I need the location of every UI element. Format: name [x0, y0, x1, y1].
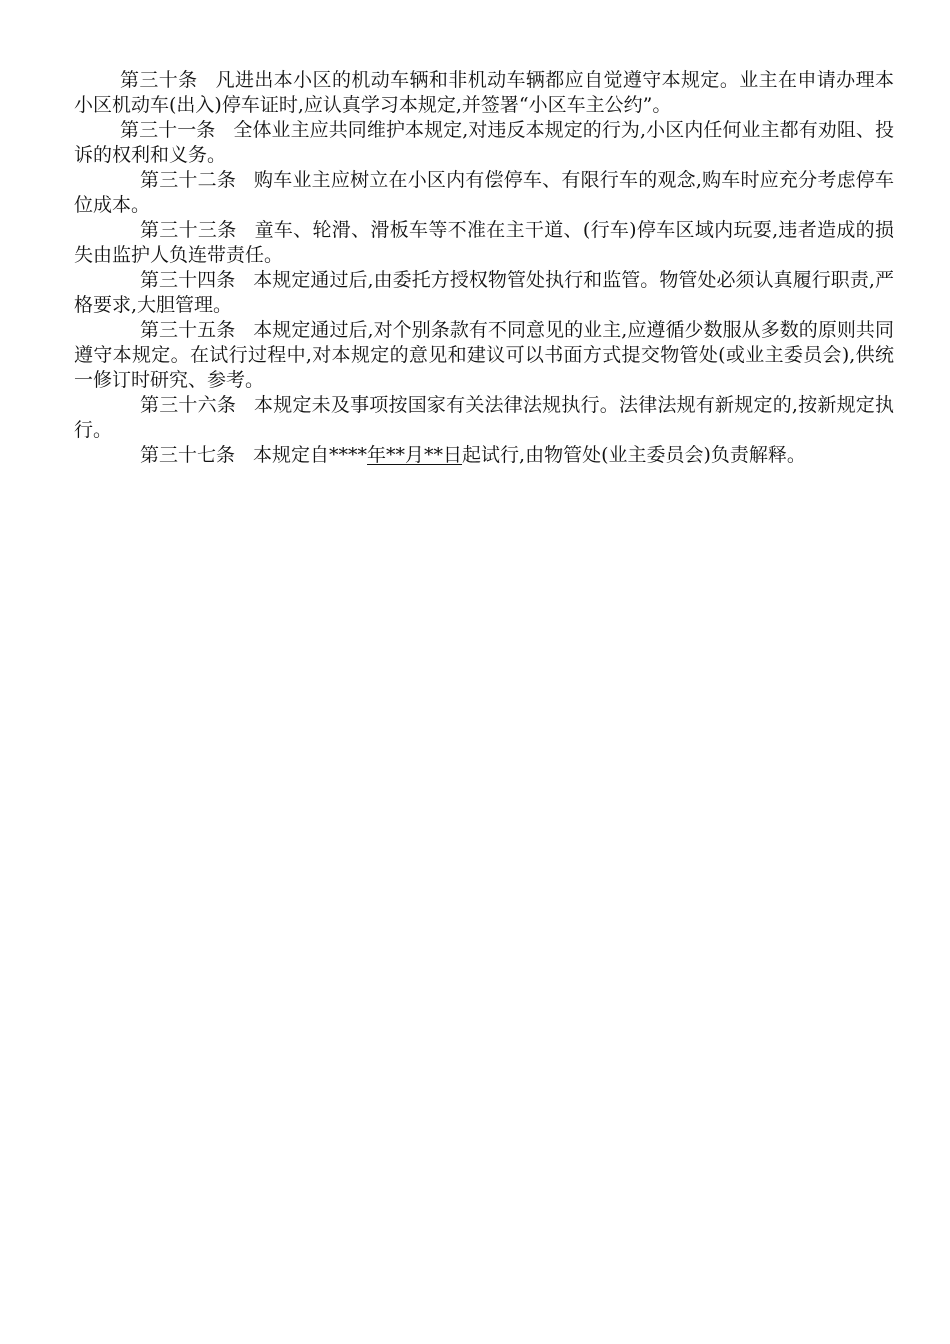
- article-number: 第三十四条: [140, 269, 236, 291]
- article-number: 第三十七条: [140, 444, 236, 466]
- article-text: 本规定通过后,对个别条款有不同意见的业主,应遵循少数服从多数的原则共同遵守本规定。在试行过程中,对本规定的意见和建议可以书面方式提交物管处(或业主委员会),供统一修订时研究、参考。: [74, 319, 894, 391]
- article-number: 第三十六条: [140, 394, 237, 416]
- article-number: 第三十五条: [140, 319, 236, 341]
- document-page: [74, 68, 894, 468]
- article-36: [74, 393, 894, 443]
- article-text-before: 本规定自****: [253, 444, 368, 466]
- article-text: 购车业主应树立在小区内有偿停车、有限行车的观念,购车时应充分考虑停车位成本。: [74, 169, 894, 216]
- article-text: 凡进出本小区的机动车辆和非机动车辆都应自觉遵守本规定。业主在申请办理本小区机动车(出入)停车证时,应认真学习本规定,并签署“小区车主公约”。: [74, 69, 894, 116]
- article-number: 第三十三条: [140, 219, 237, 241]
- article-number: 第三十二条: [140, 169, 237, 191]
- article-text: 本规定未及事项按国家有关法律法规执行。法律法规有新规定的,按新规定执行。: [74, 394, 894, 441]
- article-text: 全体业主应共同维护本规定,对违反本规定的行为,小区内任何业主都有劝阻、投诉的权利和义务。: [74, 119, 894, 166]
- article-text: 本规定通过后,由委托方授权物管处执行和监管。物管处必须认真履行职责,严格要求,大胆管理。: [74, 269, 894, 316]
- article-34: [74, 268, 894, 318]
- article-32: [74, 168, 894, 218]
- effective-date-underlined: 年**月**日: [367, 444, 463, 466]
- article-33: [74, 218, 894, 268]
- article-number: 第三十条: [120, 69, 198, 91]
- article-31: [74, 118, 894, 168]
- article-35: [74, 318, 894, 393]
- article-number: 第三十一条: [120, 119, 216, 141]
- article-text-after: 起试行,由物管处(业主委员会)负责解释。: [462, 444, 806, 466]
- article-text: 童车、轮滑、滑板车等不准在主干道、(行车)停车区域内玩耍,违者造成的损失由监护人负连带责任。: [74, 219, 894, 266]
- article-30: [74, 68, 894, 118]
- article-37: [74, 443, 894, 468]
